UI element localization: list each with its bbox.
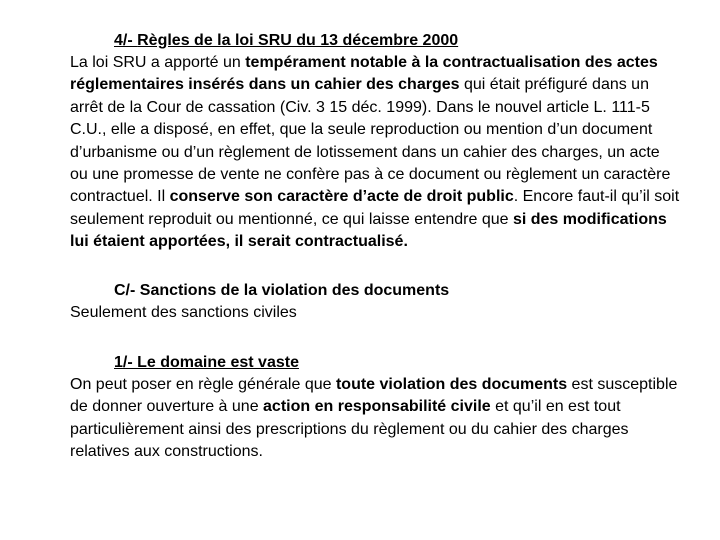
text-run: et qu’il en est tout particulièrement ainsi des prescriptions du règlement ou du cahier des charges relatives aux constructions. [70,398,629,461]
section-heading-domaine [114,352,680,374]
text-run: qui était préfiguré dans un arrêt de la Cour de cassation (Civ. 3 15 déc. 1999). Dans le nouvel article L. 111-5 C.U., elle a disposé, en effet, que la seule reproduction ou mention d’un document d’urbanisme ou d’un règlement de lotissement dans un cahier des charges, un acte ou une promesse de vente ne confère pas à ce document ou règlement un caractère contractuel. Il [70,76,671,206]
section-heading-sanctions: C/- Sanctions de la violation des documents [114,281,450,299]
text-run: La loi SRU a apporté un [70,54,246,71]
section-sanctions [70,280,680,324]
section-sru [70,30,680,254]
bold-run: action en responsabilité civile [263,398,491,416]
section-paragraph-domaine [70,374,680,464]
heading-prefix: 4/- [114,32,138,49]
section-heading-sru [114,30,680,52]
text-run: On peut poser en règle générale que [70,376,336,394]
section-paragraph-sanctions: Seulement des sanctions civiles [70,303,297,321]
bold-run: tempérament notable à la contractualisation des actes réglementaires insérés dans un cahier des charges [70,54,658,94]
bold-run: si des modifications lui étaient apportées, il serait contractualisé. [70,210,667,251]
text-run: est susceptible de donner ouverture à une [70,376,678,416]
heading-text: Règles de la loi SRU du 13 décembre 2000 [137,32,459,49]
section-domaine [70,352,680,464]
bold-run: conserve son caractère d’acte de droit public [169,188,514,206]
slide-content [70,30,680,464]
section-paragraph-sru [70,52,680,254]
bold-run: toute violation des documents [335,376,568,394]
text-run: . Encore faut-il qu’il soit seulement reproduit ou mentionné, ce qui laisse entendre que [70,188,680,228]
heading-text: 1/- Le domaine est vaste [114,354,299,372]
